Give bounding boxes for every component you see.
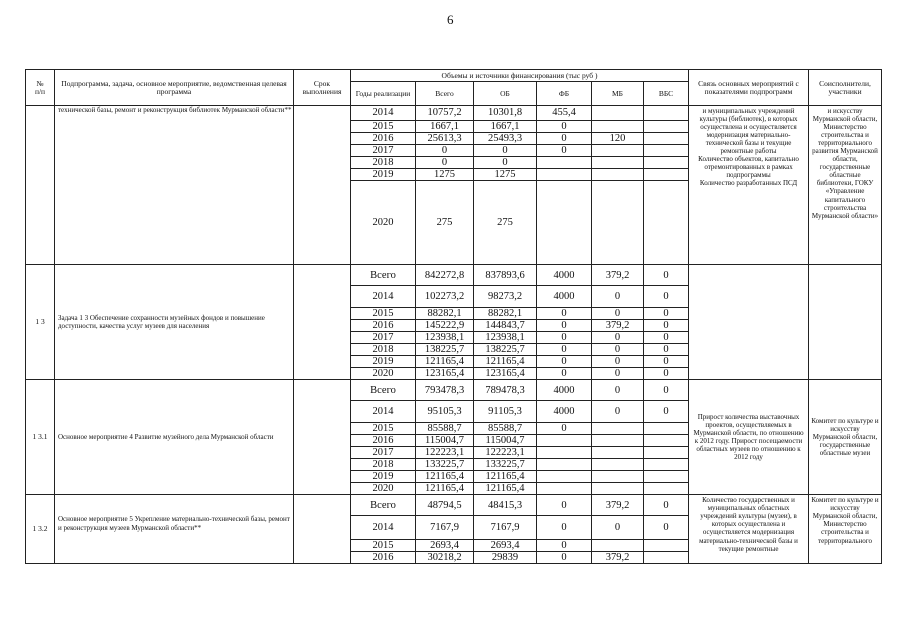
ob-cell: 121165,4 bbox=[474, 471, 537, 483]
total-cell: 121165,4 bbox=[416, 356, 474, 368]
vbs-cell bbox=[644, 133, 689, 145]
ob-cell: 1275 bbox=[474, 169, 537, 181]
vbs-cell bbox=[644, 121, 689, 133]
ob-cell: 85588,7 bbox=[474, 423, 537, 435]
total-cell: 123165,4 bbox=[416, 368, 474, 380]
ob-cell: 10301,8 bbox=[474, 106, 537, 121]
header-vbs: ВБС bbox=[644, 82, 689, 106]
vbs-cell bbox=[644, 471, 689, 483]
vbs-cell bbox=[644, 435, 689, 447]
fb-cell: 455,4 bbox=[537, 106, 592, 121]
fb-cell: 4000 bbox=[537, 380, 592, 401]
vbs-cell: 0 bbox=[644, 344, 689, 356]
ob-cell: 88282,1 bbox=[474, 308, 537, 320]
mb-cell: 379,2 bbox=[592, 265, 644, 286]
ob-cell: 0 bbox=[474, 157, 537, 169]
total-cell: 0 bbox=[416, 145, 474, 157]
fb-cell: 0 bbox=[537, 344, 592, 356]
ob-cell: 121165,4 bbox=[474, 356, 537, 368]
vbs-cell bbox=[644, 106, 689, 121]
mb-cell: 0 bbox=[592, 368, 644, 380]
year-cell: 2020 bbox=[351, 181, 416, 265]
mb-cell: 379,2 bbox=[592, 552, 644, 564]
mb-cell: 0 bbox=[592, 344, 644, 356]
link-cell bbox=[689, 265, 809, 380]
year-cell: 2017 bbox=[351, 447, 416, 459]
year-cell: 2019 bbox=[351, 356, 416, 368]
vbs-cell bbox=[644, 459, 689, 471]
ob-cell: 0 bbox=[474, 145, 537, 157]
mb-cell bbox=[592, 106, 644, 121]
header-ob: ОБ bbox=[474, 82, 537, 106]
fb-cell bbox=[537, 471, 592, 483]
ob-cell: 7167,9 bbox=[474, 516, 537, 540]
header-num: № п/п bbox=[26, 70, 55, 106]
ob-cell: 115004,7 bbox=[474, 435, 537, 447]
total-cell: 115004,7 bbox=[416, 435, 474, 447]
mb-cell: 0 bbox=[592, 380, 644, 401]
ob-cell: 837893,6 bbox=[474, 265, 537, 286]
funding-table bbox=[25, 69, 882, 564]
year-cell: 2019 bbox=[351, 169, 416, 181]
total-cell: 793478,3 bbox=[416, 380, 474, 401]
coexec-cell: Комитет по культуре и искусству Мурманской области, государственные областные музеи bbox=[809, 380, 882, 495]
fb-cell: 4000 bbox=[537, 401, 592, 423]
year-cell: 2015 bbox=[351, 308, 416, 320]
vbs-cell bbox=[644, 169, 689, 181]
mb-cell bbox=[592, 157, 644, 169]
header-coexec: Соисполнители, участники bbox=[809, 70, 882, 106]
program-cell: Задача 1 3 Обеспечение сохранности музейных фондов и повышение доступности, качества услуг музеев для населения bbox=[55, 265, 294, 380]
mb-cell bbox=[592, 145, 644, 157]
year-cell: Всего bbox=[351, 380, 416, 401]
row-index bbox=[26, 106, 55, 265]
ob-cell: 789478,3 bbox=[474, 380, 537, 401]
year-cell: 2015 bbox=[351, 423, 416, 435]
ob-cell: 48415,3 bbox=[474, 495, 537, 516]
header-term: Срок выполнения bbox=[294, 70, 351, 106]
table-row bbox=[26, 495, 882, 516]
total-cell: 145222,9 bbox=[416, 320, 474, 332]
fb-cell: 0 bbox=[537, 308, 592, 320]
fb-cell bbox=[537, 447, 592, 459]
ob-cell: 123938,1 bbox=[474, 332, 537, 344]
link-cell: Количество государственных и муниципальных областных учреждений культуры (музеи), в которых осуществлена и осуществляется модернизация материально-технической базы и текущие ремонтные bbox=[689, 495, 809, 564]
program-cell: технической базы, ремонт и реконструкция библиотек Мурманской области** bbox=[55, 106, 294, 265]
ob-cell: 1667,1 bbox=[474, 121, 537, 133]
coexec-cell: и искусству Мурманской области, Министерство строительства и территориального развития Мурманской области, государственные областные библиотеки, ГОКУ «Управление капитального строительства Мурманской области» bbox=[809, 106, 882, 265]
mb-cell: 0 bbox=[592, 356, 644, 368]
fb-cell: 0 bbox=[537, 145, 592, 157]
ob-cell: 98273,2 bbox=[474, 286, 537, 308]
mb-cell bbox=[592, 459, 644, 471]
year-cell: 2016 bbox=[351, 133, 416, 145]
fb-cell bbox=[537, 459, 592, 471]
vbs-cell: 0 bbox=[644, 265, 689, 286]
vbs-cell: 0 bbox=[644, 320, 689, 332]
fb-cell: 0 bbox=[537, 356, 592, 368]
program-cell: Основное мероприятие 4 Развитие музейного дела Мурманской области bbox=[55, 380, 294, 495]
fb-cell: 0 bbox=[537, 121, 592, 133]
total-cell: 7167,9 bbox=[416, 516, 474, 540]
mb-cell: 120 bbox=[592, 133, 644, 145]
ob-cell: 91105,3 bbox=[474, 401, 537, 423]
vbs-cell: 0 bbox=[644, 401, 689, 423]
fb-cell bbox=[537, 169, 592, 181]
fb-cell: 4000 bbox=[537, 286, 592, 308]
total-cell: 2693,4 bbox=[416, 540, 474, 552]
fb-cell: 0 bbox=[537, 423, 592, 435]
row-index: 1 3 bbox=[26, 265, 55, 380]
total-cell: 138225,7 bbox=[416, 344, 474, 356]
fb-cell bbox=[537, 435, 592, 447]
row-index: 1 3.2 bbox=[26, 495, 55, 564]
fb-cell: 0 bbox=[537, 495, 592, 516]
total-cell: 122223,1 bbox=[416, 447, 474, 459]
mb-cell bbox=[592, 447, 644, 459]
mb-cell bbox=[592, 181, 644, 265]
header-total: Всего bbox=[416, 82, 474, 106]
fb-cell: 0 bbox=[537, 516, 592, 540]
year-cell: 2018 bbox=[351, 157, 416, 169]
vbs-cell: 0 bbox=[644, 332, 689, 344]
total-cell: 85588,7 bbox=[416, 423, 474, 435]
total-cell: 275 bbox=[416, 181, 474, 265]
year-cell: 2016 bbox=[351, 435, 416, 447]
mb-cell bbox=[592, 540, 644, 552]
vbs-cell bbox=[644, 447, 689, 459]
mb-cell bbox=[592, 121, 644, 133]
total-cell: 133225,7 bbox=[416, 459, 474, 471]
total-cell: 121165,4 bbox=[416, 471, 474, 483]
ob-cell: 275 bbox=[474, 181, 537, 265]
vbs-cell bbox=[644, 157, 689, 169]
vbs-cell bbox=[644, 423, 689, 435]
ob-cell: 138225,7 bbox=[474, 344, 537, 356]
year-cell: Всего bbox=[351, 495, 416, 516]
year-cell: 2017 bbox=[351, 332, 416, 344]
vbs-cell: 0 bbox=[644, 380, 689, 401]
year-cell: 2020 bbox=[351, 368, 416, 380]
vbs-cell bbox=[644, 145, 689, 157]
mb-cell: 0 bbox=[592, 332, 644, 344]
mb-cell: 379,2 bbox=[592, 495, 644, 516]
header-funding: Объемы и источники финансирования (тыс руб ) bbox=[351, 70, 689, 82]
header-mb: МБ bbox=[592, 82, 644, 106]
fb-cell: 0 bbox=[537, 332, 592, 344]
vbs-cell: 0 bbox=[644, 356, 689, 368]
fb-cell: 4000 bbox=[537, 265, 592, 286]
mb-cell: 379,2 bbox=[592, 320, 644, 332]
ob-cell: 123165,4 bbox=[474, 368, 537, 380]
link-cell: и муниципальных учреждений культуры (библиотек), в которых осуществлена и осуществляется модернизация материально-технической базы и текущие ремонтные работы Количество объектов, капитально отремонтированных в рамках подпрограммы Количество разработанных ПСД bbox=[689, 106, 809, 265]
fb-cell: 0 bbox=[537, 320, 592, 332]
total-cell: 30218,2 bbox=[416, 552, 474, 564]
mb-cell bbox=[592, 423, 644, 435]
year-cell: 2015 bbox=[351, 540, 416, 552]
year-cell: 2018 bbox=[351, 459, 416, 471]
table-row bbox=[26, 380, 882, 401]
fb-cell: 0 bbox=[537, 552, 592, 564]
term-cell bbox=[294, 380, 351, 495]
row-index: 1 3.1 bbox=[26, 380, 55, 495]
total-cell: 95105,3 bbox=[416, 401, 474, 423]
year-cell: 2018 bbox=[351, 344, 416, 356]
vbs-cell bbox=[644, 552, 689, 564]
ob-cell: 2693,4 bbox=[474, 540, 537, 552]
coexec-cell bbox=[809, 265, 882, 380]
term-cell bbox=[294, 265, 351, 380]
vbs-cell: 0 bbox=[644, 368, 689, 380]
year-cell: 2014 bbox=[351, 106, 416, 121]
ob-cell: 144843,7 bbox=[474, 320, 537, 332]
term-cell bbox=[294, 106, 351, 265]
mb-cell: 0 bbox=[592, 286, 644, 308]
total-cell: 88282,1 bbox=[416, 308, 474, 320]
year-cell: 2014 bbox=[351, 286, 416, 308]
total-cell: 121165,4 bbox=[416, 483, 474, 495]
header-program: Подпрограмма, задача, основное мероприятие, ведомственная целевая программа bbox=[55, 70, 294, 106]
link-cell: Прирост количества выставочных проектов, осуществляемых в Мурманской области, по отношению к 2012 году. Прирост посещаемости областных музеев по отношению к 2012 году bbox=[689, 380, 809, 495]
fb-cell bbox=[537, 157, 592, 169]
ob-cell: 121165,4 bbox=[474, 483, 537, 495]
vbs-cell bbox=[644, 540, 689, 552]
vbs-cell: 0 bbox=[644, 308, 689, 320]
year-cell: 2016 bbox=[351, 552, 416, 564]
total-cell: 1667,1 bbox=[416, 121, 474, 133]
fb-cell: 0 bbox=[537, 133, 592, 145]
year-cell: 2014 bbox=[351, 401, 416, 423]
page-number: 6 bbox=[447, 12, 454, 27]
coexec-cell: Комитет по культуре и искусству Мурманской области, Министерство строительства и территориального bbox=[809, 495, 882, 564]
vbs-cell: 0 bbox=[644, 516, 689, 540]
vbs-cell bbox=[644, 483, 689, 495]
mb-cell bbox=[592, 483, 644, 495]
ob-cell: 29839 bbox=[474, 552, 537, 564]
total-cell: 48794,5 bbox=[416, 495, 474, 516]
fb-cell: 0 bbox=[537, 540, 592, 552]
ob-cell: 25493,3 bbox=[474, 133, 537, 145]
year-cell: 2017 bbox=[351, 145, 416, 157]
ob-cell: 133225,7 bbox=[474, 459, 537, 471]
year-cell: 2016 bbox=[351, 320, 416, 332]
total-cell: 102273,2 bbox=[416, 286, 474, 308]
header-link: Связь основных мероприятий с показателями подпрограмм bbox=[689, 70, 809, 106]
fb-cell: 0 bbox=[537, 368, 592, 380]
total-cell: 0 bbox=[416, 157, 474, 169]
mb-cell bbox=[592, 471, 644, 483]
year-cell: Всего bbox=[351, 265, 416, 286]
year-cell: 2015 bbox=[351, 121, 416, 133]
table-row bbox=[26, 265, 882, 286]
mb-cell: 0 bbox=[592, 516, 644, 540]
total-cell: 25613,3 bbox=[416, 133, 474, 145]
mb-cell: 0 bbox=[592, 308, 644, 320]
mb-cell bbox=[592, 169, 644, 181]
ob-cell: 122223,1 bbox=[474, 447, 537, 459]
table-row bbox=[26, 106, 882, 121]
fb-cell bbox=[537, 181, 592, 265]
total-cell: 842272,8 bbox=[416, 265, 474, 286]
term-cell bbox=[294, 495, 351, 564]
vbs-cell: 0 bbox=[644, 495, 689, 516]
vbs-cell: 0 bbox=[644, 286, 689, 308]
mb-cell bbox=[592, 435, 644, 447]
header-fb: ФБ bbox=[537, 82, 592, 106]
header-years: Годы реализации bbox=[351, 82, 416, 106]
year-cell: 2019 bbox=[351, 471, 416, 483]
program-cell: Основное мероприятие 5 Укрепление материально-технической базы, ремонт и реконструкция музеев Мурманской области** bbox=[55, 495, 294, 564]
year-cell: 2014 bbox=[351, 516, 416, 540]
total-cell: 10757,2 bbox=[416, 106, 474, 121]
fb-cell bbox=[537, 483, 592, 495]
year-cell: 2020 bbox=[351, 483, 416, 495]
mb-cell: 0 bbox=[592, 401, 644, 423]
total-cell: 1275 bbox=[416, 169, 474, 181]
total-cell: 123938,1 bbox=[416, 332, 474, 344]
vbs-cell bbox=[644, 181, 689, 265]
